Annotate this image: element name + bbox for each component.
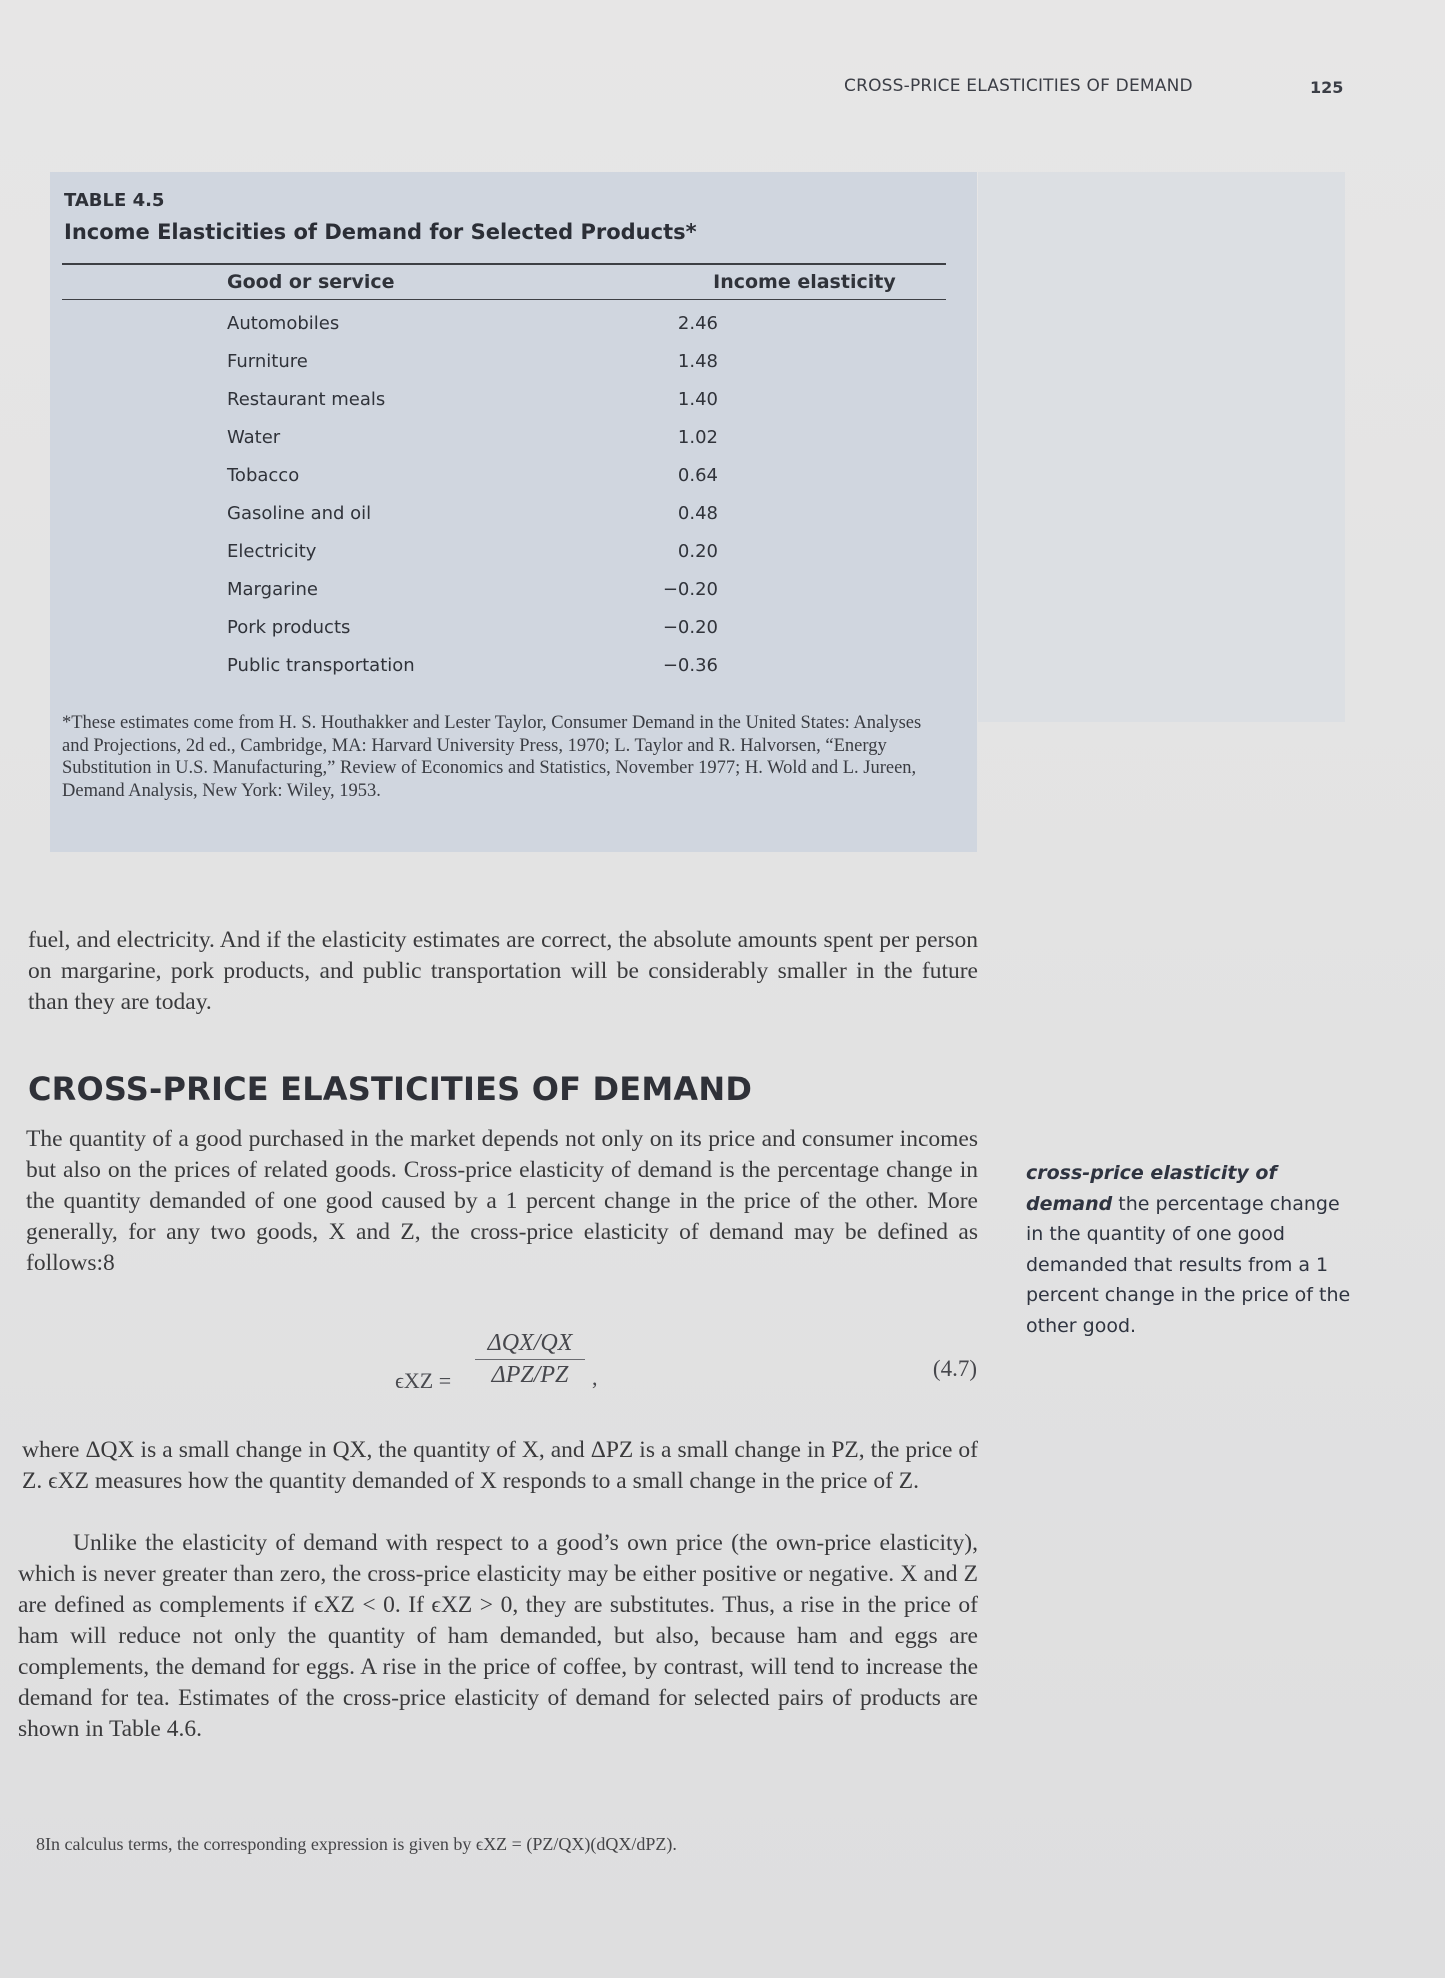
table-source-note: *These estimates come from H. S. Houthakker and Lester Taylor, Consumer Demand in the United States: Analyses and Projections, 2d ed., Cambridge, MA: Harvard University Press, 1970; L. Taylor and R. Halvorsen, “Energy Substitution in U.S. Manufacturing,” Review of Economics and Statistics, November 1977; H. Wold and L. Jureen, Demand Analysis, New York: Wiley, 1953. (62, 713, 922, 801)
equation-fraction (475, 1330, 585, 1389)
body-paragraph-cross-price: The quantity of a good purchased in the market depends not only on its price and consumer incomes but also on the prices of related goods. Cross-price elasticity of demand is the percentage change in the quantity demanded of one good caused by a 1 percent change in the price of the other. More generally, for any two goods, X and Z, the cross-price elasticity of demand may be defined as follows:8 (26, 1126, 978, 1276)
table-row (62, 380, 946, 418)
good-name: Public transportation (227, 654, 415, 676)
running-head: CROSS-PRICE ELASTICITIES OF DEMAND (844, 76, 1193, 96)
table-title: Income Elasticities of Demand for Selected Products* (64, 220, 697, 244)
elasticity-value: 1.48 (677, 350, 718, 372)
good-name: Restaurant meals (227, 388, 386, 410)
margin-definition (1026, 1158, 1356, 1341)
table-row (62, 300, 946, 343)
good-name: Water (227, 426, 281, 448)
good-name: Furniture (227, 350, 308, 372)
elasticity-value: −0.20 (662, 616, 718, 638)
table-row (62, 418, 946, 456)
section-heading: CROSS-PRICE ELASTICITIES OF DEMAND (28, 1070, 753, 1108)
good-name: Automobiles (227, 312, 340, 334)
good-name: Tobacco (227, 464, 300, 486)
table-header-row (62, 264, 946, 300)
elasticity-value: 0.48 (677, 502, 718, 524)
column-header-good: Good or service (62, 264, 663, 300)
body-paragraph-fuel: fuel, and electricity. And if the elasticity estimates are correct, the absolute amounts spent per person on margarine, pork products, and public transportation will be considerably smaller in the future than they are today. (28, 927, 978, 1015)
table-row (62, 456, 946, 494)
equation-denominator: ΔPZ/PZ (491, 1362, 569, 1388)
margin-definition-text: the percentage change in the quantity of one good demanded that results from a 1 percent change in the price of the other good. (1026, 1192, 1351, 1337)
elasticity-value: 2.46 (677, 312, 718, 334)
equation-comma: , (592, 1365, 598, 1390)
column-header-elasticity: Income elasticity (663, 264, 946, 300)
table-row (62, 570, 946, 608)
equation-4-7 (395, 1330, 995, 1410)
elasticity-value: 0.20 (677, 540, 718, 562)
good-name: Pork products (227, 616, 351, 638)
margin-term: cross-price elasticity of demand (1026, 1162, 1277, 1215)
body-paragraph-where: where ΔQX is a small change in QX, the quantity of X, and ΔPZ is a small change in PZ, the price of Z. ϵXZ measures how the quantity demanded of X responds to a small change in the price of Z. (22, 1437, 978, 1494)
table-row (62, 646, 946, 684)
table-row (62, 494, 946, 532)
good-name: Electricity (227, 540, 317, 562)
elasticity-value: 1.02 (677, 426, 718, 448)
table-row (62, 608, 946, 646)
margin-background (978, 172, 1345, 722)
elasticity-value: −0.20 (662, 578, 718, 600)
elasticity-value: 1.40 (677, 388, 718, 410)
footnote: 8In calculus terms, the corresponding expression is given by ϵXZ = (PZ/QX)(dQX/dPZ). (36, 1834, 677, 1854)
body-paragraph-unlike: Unlike the elasticity of demand with respect to a good’s own price (the own-price elasticity), which is never greater than zero, the cross-price elasticity may be either positive or negative. X and Z are defined as complements if ϵXZ < 0. If ϵXZ > 0, they are substitutes. Thus, a rise in the price of ham will reduce not only the quantity of ham demanded, but also, because ham and eggs are complements, the demand for eggs. A rise in the price of coffee, by contrast, will tend to increase the demand for tea. Estimates of the cross-price elasticity of demand for selected pairs of products are shown in Table 4.6. (18, 1530, 978, 1742)
table-label: TABLE 4.5 (64, 190, 165, 211)
equation-number: (4.7) (932, 1356, 977, 1381)
good-name: Margarine (227, 578, 318, 600)
income-elasticity-table (62, 263, 946, 684)
table-row (62, 532, 946, 570)
equation-lhs: ϵXZ = (395, 1368, 452, 1393)
elasticity-value: −0.36 (662, 654, 718, 676)
page-number: 125 (1310, 78, 1344, 97)
table-row (62, 342, 946, 380)
good-name: Gasoline and oil (227, 502, 372, 524)
equation-numerator: ΔQX/QX (475, 1330, 585, 1360)
elasticity-value: 0.64 (677, 464, 718, 486)
